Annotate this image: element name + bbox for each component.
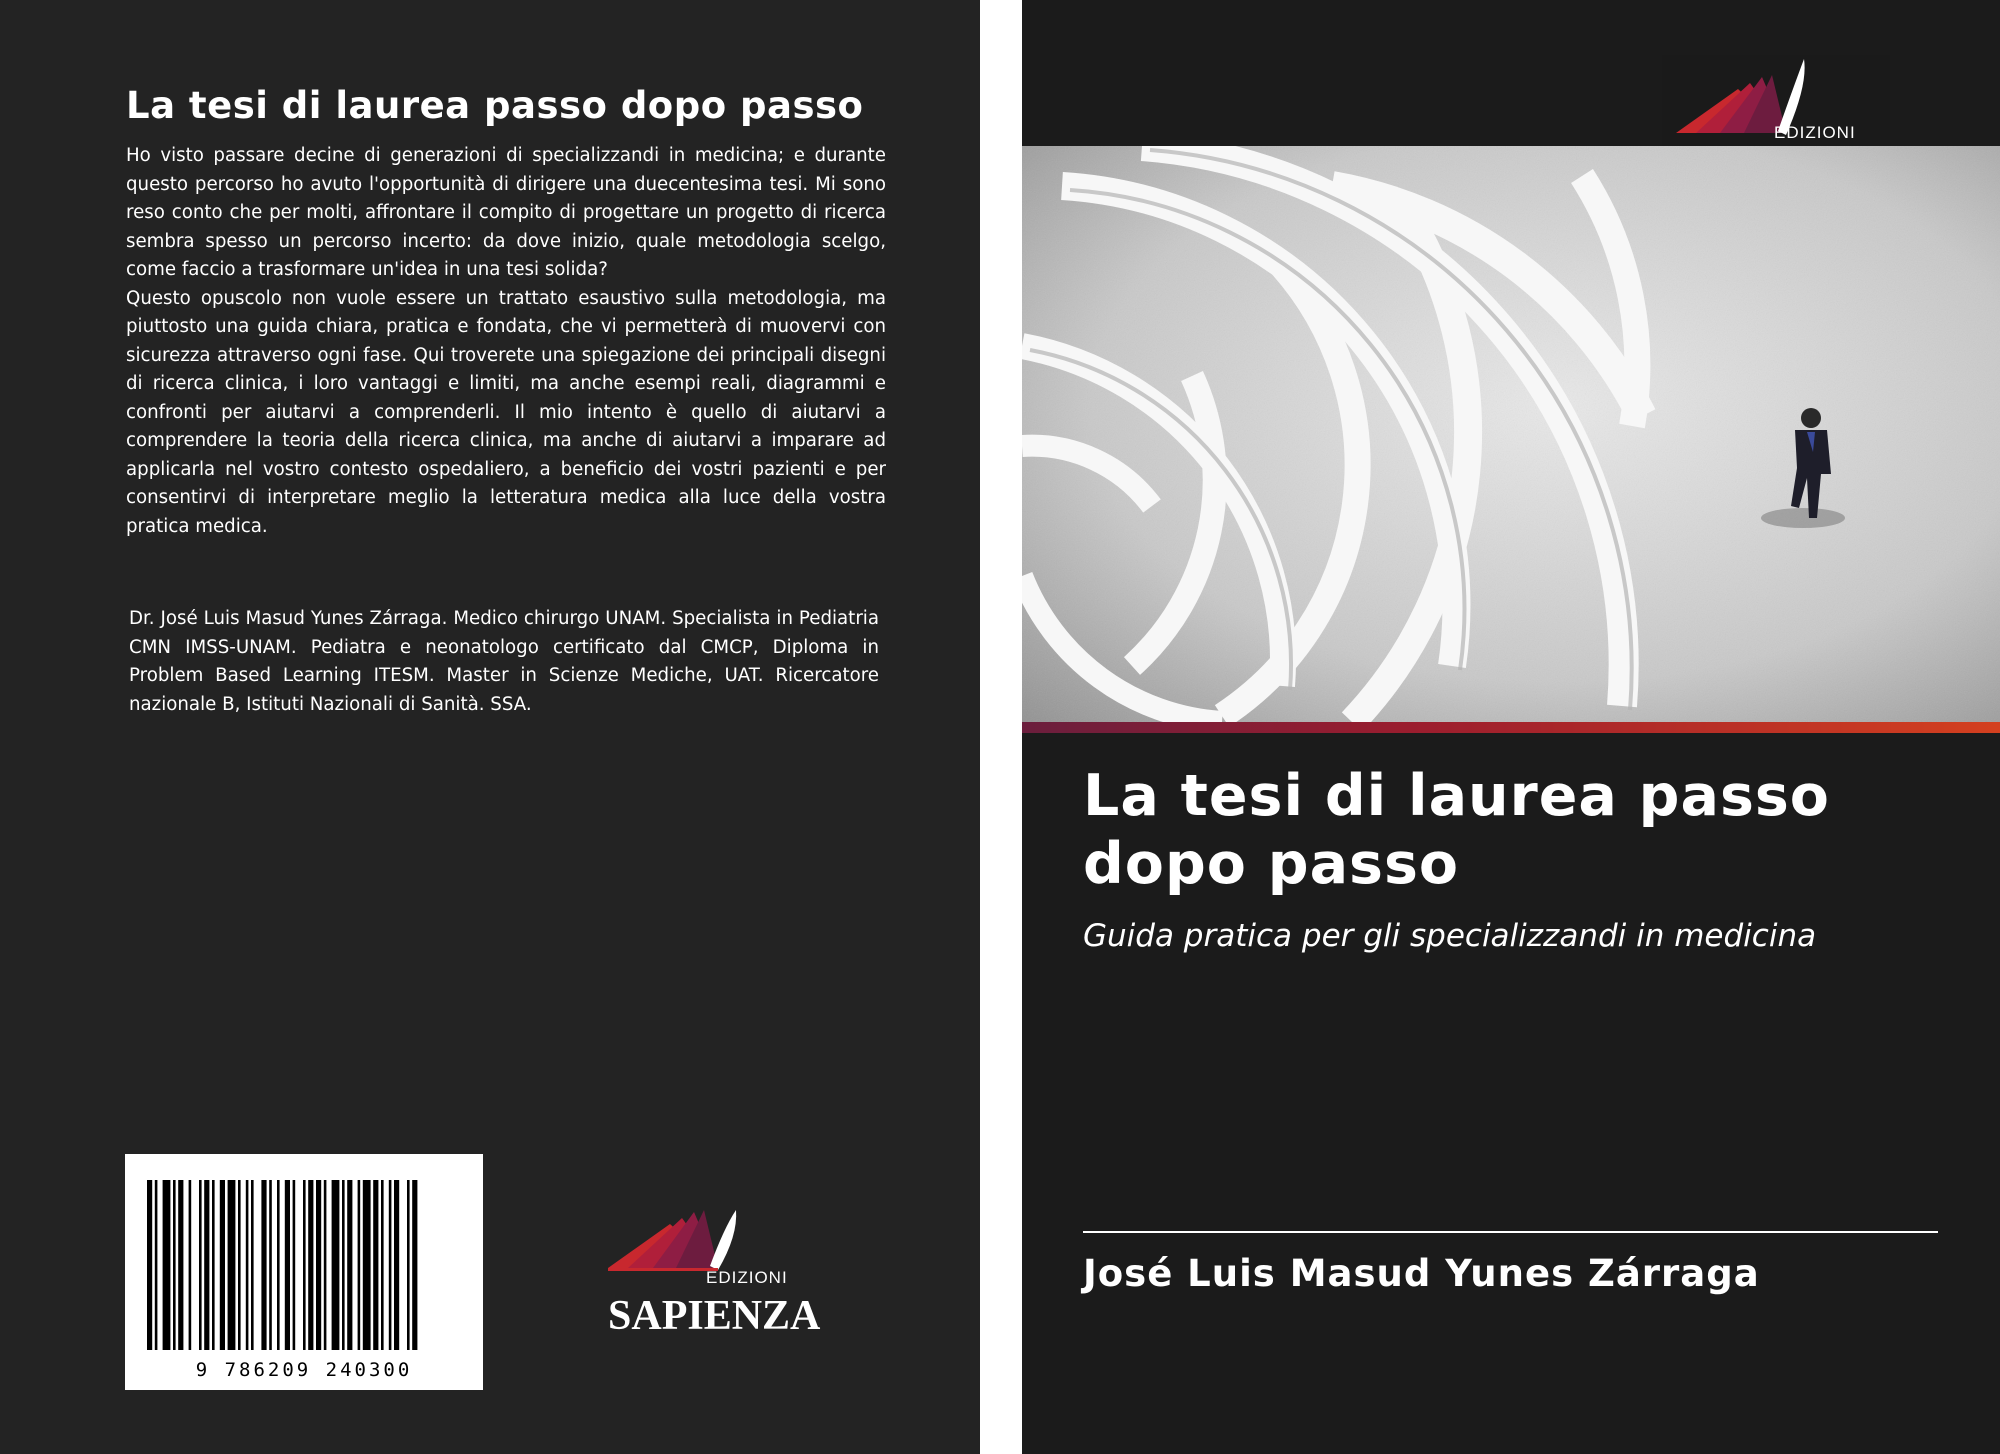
- barcode-bar: [316, 1180, 321, 1350]
- labyrinth-illustration: [1022, 146, 2000, 722]
- barcode-bar: [204, 1180, 209, 1350]
- barcode-bar: [303, 1180, 306, 1350]
- barcode-bar: [381, 1180, 384, 1350]
- cover-gutter: [980, 0, 1022, 1454]
- barcode-bar: [189, 1180, 192, 1350]
- barcode-bar: [251, 1180, 254, 1350]
- barcode-bar: [363, 1180, 371, 1350]
- barcode-bar: [342, 1180, 345, 1350]
- publisher-imprint-small: EDIZIONI: [1774, 123, 1856, 142]
- publisher-imprint-large: SAPIENZA: [608, 1293, 821, 1339]
- author-bio: Dr. José Luis Masud Yunes Zárraga. Medico chirurgo UNAM. Specialista in Pediatria CMN IMSS-UNAM. Pediatra e neonatologo certificato dal CMCP, Diploma in Problem Based Learning ITESM. Master in Scienze Mediche, UAT. Ricercatore nazionale B, Istituti Nazionali di Sanità. SSA.: [129, 608, 879, 715]
- barcode-bar: [212, 1180, 215, 1350]
- barcode-bar: [358, 1180, 361, 1350]
- cover-color-band: [1022, 722, 2000, 733]
- barcode-bar: [412, 1180, 417, 1350]
- front-cover-title: La tesi di laurea passo dopo passo: [1083, 763, 1830, 897]
- barcode-bar: [332, 1180, 340, 1350]
- barcode-bar: [238, 1180, 241, 1350]
- barcode-bar: [155, 1180, 158, 1350]
- front-cover-author: José Luis Masud Yunes Zárraga: [1083, 1252, 1760, 1295]
- barcode-bar: [347, 1180, 352, 1350]
- back-cover-title: La tesi di laurea passo dopo passo: [126, 84, 864, 127]
- barcode-graphic: [125, 1154, 483, 1390]
- front-cover-subtitle: Guida pratica per gli specializzandi in medicina: [1083, 918, 1817, 954]
- barcode-bar: [220, 1180, 225, 1350]
- isbn-barcode: [125, 1154, 483, 1390]
- barcode-bar: [246, 1180, 249, 1350]
- barcode-bar: [269, 1180, 272, 1350]
- barcode-bar: [147, 1180, 152, 1350]
- blurb-paragraph: Questo opuscolo non vuole essere un trattato esaustivo sulla metodologia, ma piuttosto una guida chiara, pratica e fondata, che vi permetterà di muovervi con sicurezza attraverso ogni fase. Qui troverete una spiegazione dei principali disegni di ricerca clinica, i loro vantaggi e limiti, ma anche esempi reali, diagrammi e confronti per aiutarvi a comprenderli. Il mio intento è quello di aiutarvi a comprendere la teoria della ricerca clinica, ma anche di aiutarvi a imparare ad applicarla nel vostro contesto ospedaliero, a beneficio dei vostri pazienti e per consentirvi di interpretare meglio la letteratura medica alla luce della vostra pratica medica.: [126, 287, 886, 537]
- barcode-bar: [173, 1180, 176, 1350]
- publisher-imprint-small: EDIZIONI: [706, 1268, 788, 1287]
- blurb-paragraph: Ho visto passare decine di generazioni di specializzandi in medicina; e durante questo percorso ho avuto l'opportunità di dirigere una duecentesima tesi. Mi sono reso conto che per molti, affrontare il compito di progettare un progetto di ricerca sembra spesso un percorso incerto: da dove inizio, quale metodologia scelgo, come faccio a trasformare un'idea in una tesi solida?: [126, 145, 886, 280]
- barcode-bar: [373, 1180, 378, 1350]
- barcode-bar: [261, 1180, 266, 1350]
- cover-photo-labyrinth: [1022, 146, 2000, 722]
- barcode-bar: [285, 1180, 290, 1350]
- barcode-bar: [324, 1180, 327, 1350]
- barcode-bar: [293, 1180, 296, 1350]
- author-divider: [1083, 1231, 1938, 1233]
- barcode-bar: [407, 1180, 410, 1350]
- barcode-bar: [228, 1180, 236, 1350]
- barcode-bar: [199, 1180, 202, 1350]
- barcode-bar: [394, 1180, 399, 1350]
- barcode-bar: [163, 1180, 171, 1350]
- isbn-digits: 9 786209 240300: [195, 1359, 413, 1381]
- barcode-bar: [389, 1180, 392, 1350]
- barcode-bar: [308, 1180, 313, 1350]
- publisher-logo-back: [598, 1208, 821, 1348]
- back-cover-blurb: [126, 142, 886, 541]
- barcode-bar: [178, 1180, 183, 1350]
- barcode-bar: [277, 1180, 280, 1350]
